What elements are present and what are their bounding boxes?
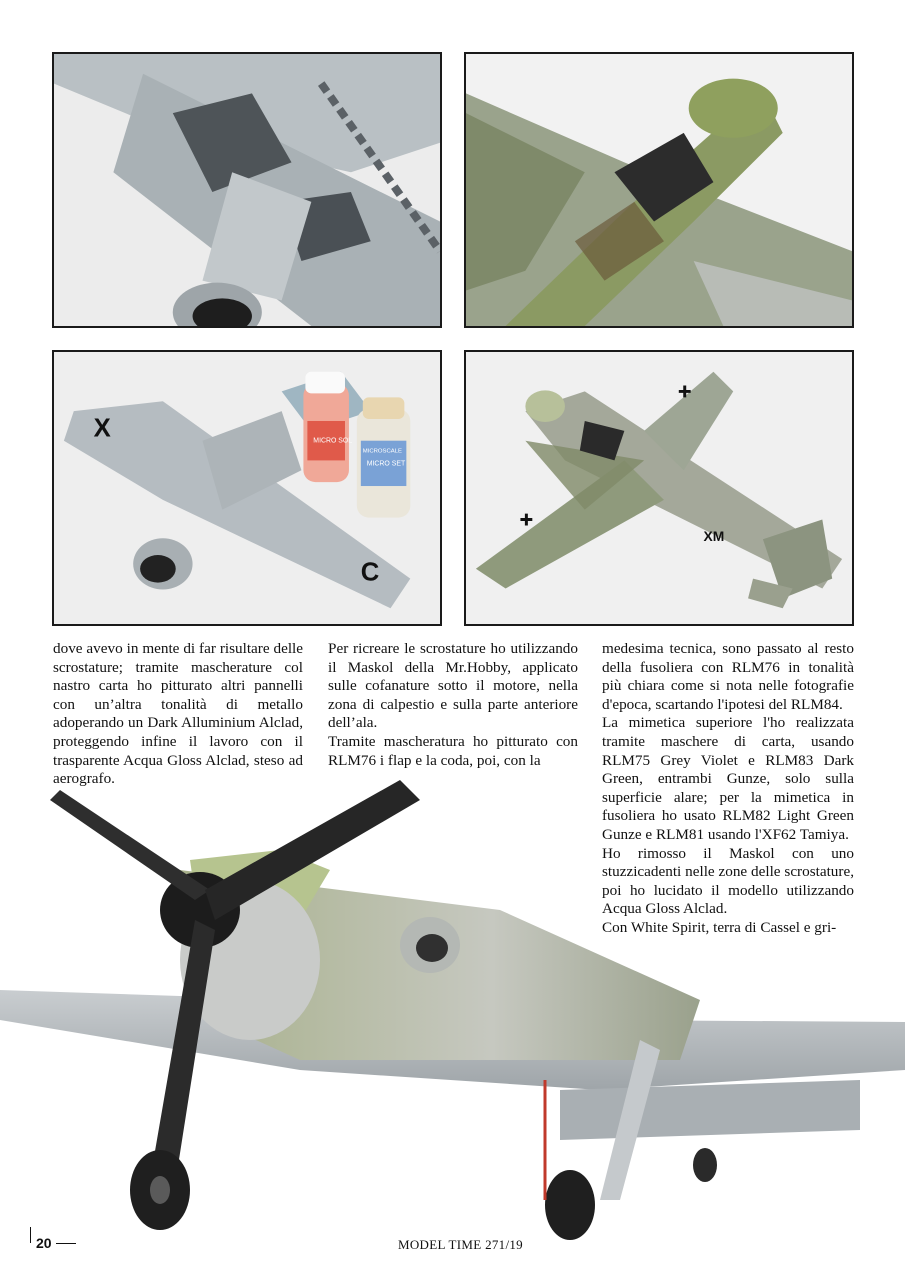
photo-aircraft-front	[0, 760, 905, 1240]
paragraph: medesima tecnica, sono passato al resto della fusoliera con RLM76 in tonalità più chiara come si nota nelle fotografie d'epoca, scartando l'ipotesi del RLM84.	[602, 640, 854, 713]
bottle-set-brand: MICROSCALE	[362, 448, 402, 455]
photo-underside-metal	[52, 52, 442, 328]
photo-cockpit-camo	[464, 52, 854, 328]
photo-decals-bottles	[52, 350, 442, 626]
paragraph: La mimetica superiore l'ho realizzata tramite maschere di carta, usando RLM75 Grey Violet e RLM83 Dark Green, entrambi Gunze, solo sulla superficie alare; per la mimetica in fusoliera ho usato RLM82 Light Green Gunze e RLM81 usando l'XF62 Tamiya.	[602, 714, 854, 843]
wing-code-left: X	[93, 414, 111, 443]
paragraph: Tramite mascheratura ho pitturato con RLM76 i flap e la coda, poi, con la	[328, 732, 578, 769]
wing-code-right: C	[360, 558, 380, 587]
magazine-title: MODEL TIME 271/19	[398, 1237, 523, 1252]
paragraph: Ho rimosso il Maskol con uno stuzzicadenti nelle zone delle scrostature, poi ho lucidato il modello utilizzando Acqua Gloss Alclad.	[602, 844, 854, 918]
paragraph: Con White Spirit, terra di Cassel e gri-	[602, 918, 837, 936]
page-number: 20	[36, 1235, 52, 1251]
bottle-sol-label: MICRO SOL	[313, 437, 353, 445]
paragraph: dove avevo in mente di far risultare delle scrostature; tramite mascherature col nastro carta ho pitturato altri pannelli con un’altra tonalità di metallo adoperando un Dark Alluminium Alclad, proteggendo infine il lavoro con il trasparente Acqua Gloss Alclad, steso ad aerografo.	[53, 640, 303, 788]
text-column-2	[328, 640, 578, 770]
paragraph: Per ricreare le scrostature ho utilizzando il Maskol della Mr.Hobby, applicato sulle cofanature sotto il motore, nella zona di calpestio e sulla parte anteriore dell’ala.	[328, 640, 578, 732]
bottle-set-label: MICRO SET	[366, 460, 406, 468]
page-folio	[30, 1235, 80, 1251]
fuselage-code: XM	[703, 528, 725, 545]
photo-top-camo	[464, 350, 854, 626]
